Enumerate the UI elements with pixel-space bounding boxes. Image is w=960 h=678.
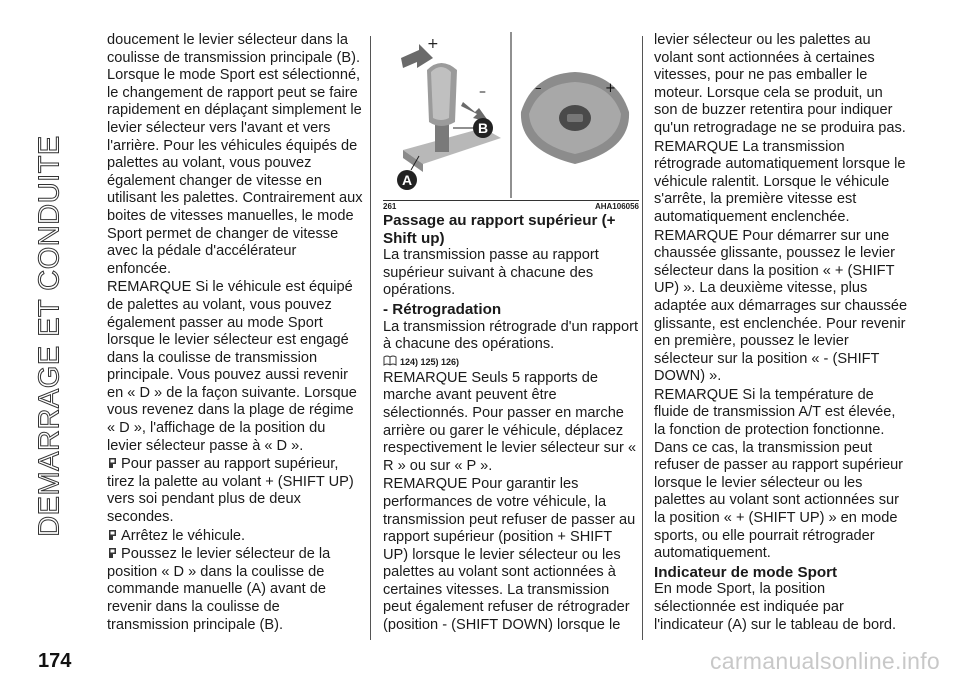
paragraph: La transmission passe au rapport supérieur suivant à chacune des opérations.: [383, 247, 599, 299]
note-paragraph: REMARQUE Si le véhicule est équipé de palettes au volant, vous pouvez également passer au mode Sport lorsque le levier sélecteur est engagé dans la coulisse de transmission principale. Vous pouvez aussi revenir en « D » de la façon suivante. Lorsque vous revenez dans la plage de régime « D », l'affichage de la position du levier sélecteur passe à « D ».: [107, 279, 357, 454]
note-paragraph: REMARQUE La transmission rétrograde automatiquement lorsque le véhicule ralentit. Lorsque le véhicule s'arrête, la première vitesse est automatiquement enclenchée.: [654, 138, 906, 225]
note-paragraph: REMARQUE Pour démarrer sur une chaussée glissante, poussez le levier sélecteur dans la position « + (SHIFT UP) ». La deuxième vitesse, plus adaptée aux démarrages sur chaussée glissante, est enclenchée. Pour revenir en première, poussez le levier sélecteur sur la position « - (SHIFT DOWN) ».: [654, 227, 908, 385]
shifter-illustration: [383, 32, 639, 198]
note-paragraph: REMARQUE Si la température de fluide de transmission A/T est élevée, la fonction de protection fonctionne. Dans ce cas, la transmission peut refuser de passer au rapport supérieur lorsque le levier sélecteur ou les palettes au volant sont actionnées sur la position « + (SHIFT UP) » en mode sports, ou elle pourrait rétrograder automatiquement.: [654, 386, 904, 562]
figure-shifter-and-paddles: [383, 32, 639, 198]
callout-a: A: [401, 172, 413, 188]
column-divider-1: [370, 36, 371, 640]
paragraph: levier sélecteur ou les palettes au volant sont actionnées à certaines vitesses, pour ne pas emballer le moteur. Lorsque cela se produit, un son de buzzer retentira pour indiquer qu'un retrogradage ne se produira pas.: [654, 32, 906, 136]
step-item: Arrêtez le véhicule.: [107, 528, 363, 546]
column-1: [107, 32, 363, 635]
heading-shift-up: Passage au rapport supérieur (+ Shift up): [383, 212, 616, 247]
paddle-minus-label: –: [535, 81, 542, 96]
paragraph: La transmission rétrograde d'un rapport à chacune des opérations.: [383, 318, 639, 353]
step-item: Pour passer au rapport supérieur, tirez la palette au volant + (SHIFT UP) vers soi pendant plus de deux secondes.: [107, 456, 354, 526]
note-paragraph: REMARQUE Pour garantir les performances de votre véhicule, la transmission peut refuser de passer au rapport supérieur (position + SHIFT UP) lorsque le levier sélecteur ou les palettes au volant sont actionnées à certaines vitesses. La transmission peut également refuser de rétrograder (position - (SHIFT DOWN) lorsque le: [383, 476, 636, 634]
warning-book-icon: [383, 355, 397, 369]
heading-downshift: - Rétrogradation: [383, 300, 502, 318]
paragraph: doucement le levier sélecteur dans la coulisse de transmission principale (B). Lorsque le mode Sport est sélectionné, le changement de rapport peut se faire rapidement en déplaçant simplement le levier sélecteur vers l'avant et vers l'arrière. Pour les véhicules équipés de palettes au volant, vous pouvez également changer de vitesse en utilisant les palettes. Contrairement aux boites de vitesses manuelles, le mode Sport permet de changer de vitesse avec la pédale d'accélérateur enfoncée.: [107, 32, 363, 277]
column-2: [383, 32, 639, 636]
callout-b: B: [477, 120, 489, 136]
watermark: carmanualsonline.info: [709, 648, 940, 674]
figure-minus-label: –: [479, 84, 486, 100]
page-number: 174: [38, 650, 72, 672]
step-bullet-icon: [107, 547, 121, 559]
step-bullet-icon: [107, 457, 121, 469]
paddle-plus-label: +: [605, 81, 616, 96]
heading-sport-indicator: Indicateur de mode Sport: [654, 563, 838, 581]
figure-number: 261: [383, 202, 397, 211]
figure-plus-label: +: [427, 36, 439, 52]
warning-references: 124) 125) 126): [383, 355, 639, 369]
step-bullet-icon: [107, 529, 121, 541]
paragraph: En mode Sport, la position sélectionnée est indiquée par l'indicateur (A) sur le tableau de bord.: [654, 581, 897, 633]
note-paragraph: REMARQUE Seuls 5 rapports de marche avant peuvent être sélectionnés. Pour passer en marche arrière ou garer le véhicule, déplacez respectivement le levier sélecteur sur « R » ou sur « P ».: [383, 369, 637, 474]
column-3: [654, 32, 910, 635]
figure-caption: [383, 200, 639, 212]
column-divider-2: [642, 36, 643, 640]
figure-code: AHA106056: [594, 202, 639, 211]
step-item: Poussez le levier sélecteur de la position « D » dans la coulisse de commande manuelle (A) avant de revenir dans la coulisse de transmission principale (B).: [107, 546, 331, 633]
section-title: DEMARRAGE ET CONDUITE: [33, 135, 66, 537]
